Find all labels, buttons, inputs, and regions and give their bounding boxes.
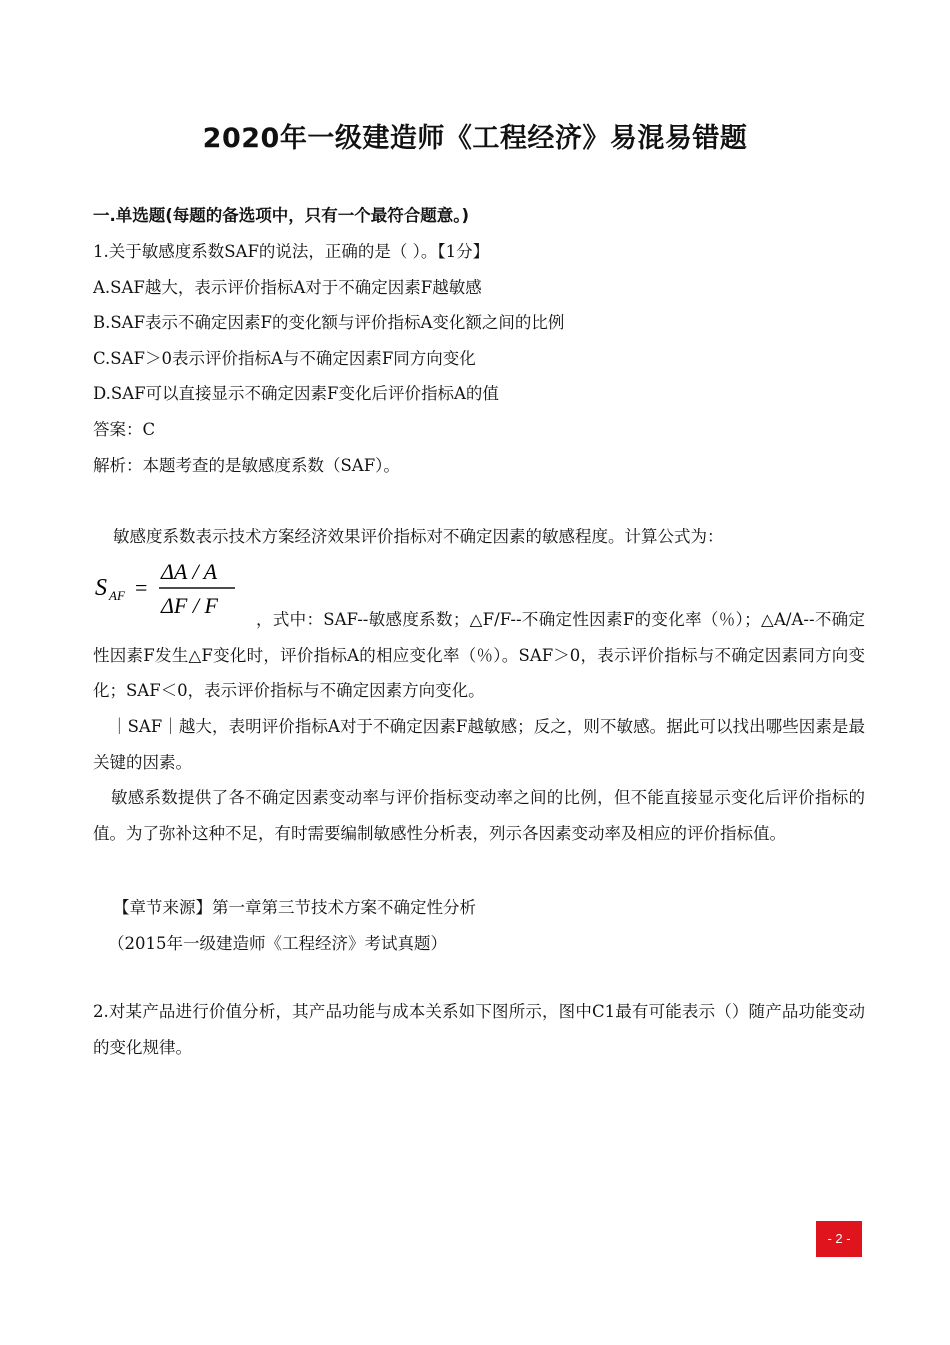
formula-denominator: ΔF / F bbox=[161, 593, 218, 618]
chapter-source: 【章节来源】第一章第三节技术方案不确定性分析 bbox=[113, 898, 476, 917]
exam-source: （2015年一级建造师《工程经济》考试真题） bbox=[108, 934, 447, 953]
option-b: B.SAF表示不确定因素F的变化额与评价指标A变化额之间的比例 bbox=[93, 313, 565, 332]
abs-saf-paragraph: ｜SAF｜越大，表明评价指标A对于不确定因素F越敏感；反之，则不敏感。据此可以找出哪些因素是最关键的因素。 bbox=[93, 717, 865, 772]
formula-numerator: ΔA / A bbox=[161, 559, 218, 584]
explanation-intro: 敏感度系数表示技术方案经济效果评价指标对不确定因素的敏感程度。计算公式为： bbox=[113, 527, 724, 546]
formula-lhs: S bbox=[95, 575, 107, 601]
question-2-stem: 2.对某产品进行价值分析，其产品功能与成本关系如下图所示，图中C1最有可能表示（）随产品功能变动的变化规律。 bbox=[93, 1002, 865, 1057]
section-heading: 一.单选题(每题的备选项中，只有一个最符合题意。) bbox=[93, 206, 470, 225]
ratio-paragraph: 敏感系数提供了各不确定因素变动率与评价指标变动率之间的比例，但不能直接显示变化后评价指标的值。为了弥补这种不足，有时需要编制敏感性分析表，列示各因素变动率及相应的评价指标值。 bbox=[93, 788, 865, 843]
analysis: 解析：本题考查的是敏感度系数（SAF）。 bbox=[93, 456, 400, 475]
answer: 答案：C bbox=[93, 420, 156, 439]
formula-explanation: ，式中：SAF--敏感度系数；△F/F--不确定性因素F的变化率（％）；△A/A--不确定性因素F发生△F变化时，评价指标A的相应变化率（％）。SAF＞0，表示评价指标与不确定因素同方向变化；SAF＜0，表示评价指标与不确定因素方向变化。 bbox=[93, 610, 865, 700]
document-title: 2020年一级建造师《工程经济》易混易错题 bbox=[202, 123, 748, 154]
option-c: C.SAF＞0表示评价指标A与不确定因素F同方向变化 bbox=[93, 349, 476, 368]
formula-lhs-sub: AF bbox=[109, 588, 125, 603]
page-number: - 2 - bbox=[816, 1221, 862, 1257]
option-d: D.SAF可以直接显示不确定因素F变化后评价指标A的值 bbox=[93, 384, 499, 403]
svg-text:=: = bbox=[135, 575, 148, 600]
option-a: A.SAF越大，表示评价指标A对于不确定因素F越敏感 bbox=[93, 278, 482, 297]
question-1-stem: 1.关于敏感度系数SAF的说法，正确的是（ ）。【1分】 bbox=[93, 242, 490, 261]
